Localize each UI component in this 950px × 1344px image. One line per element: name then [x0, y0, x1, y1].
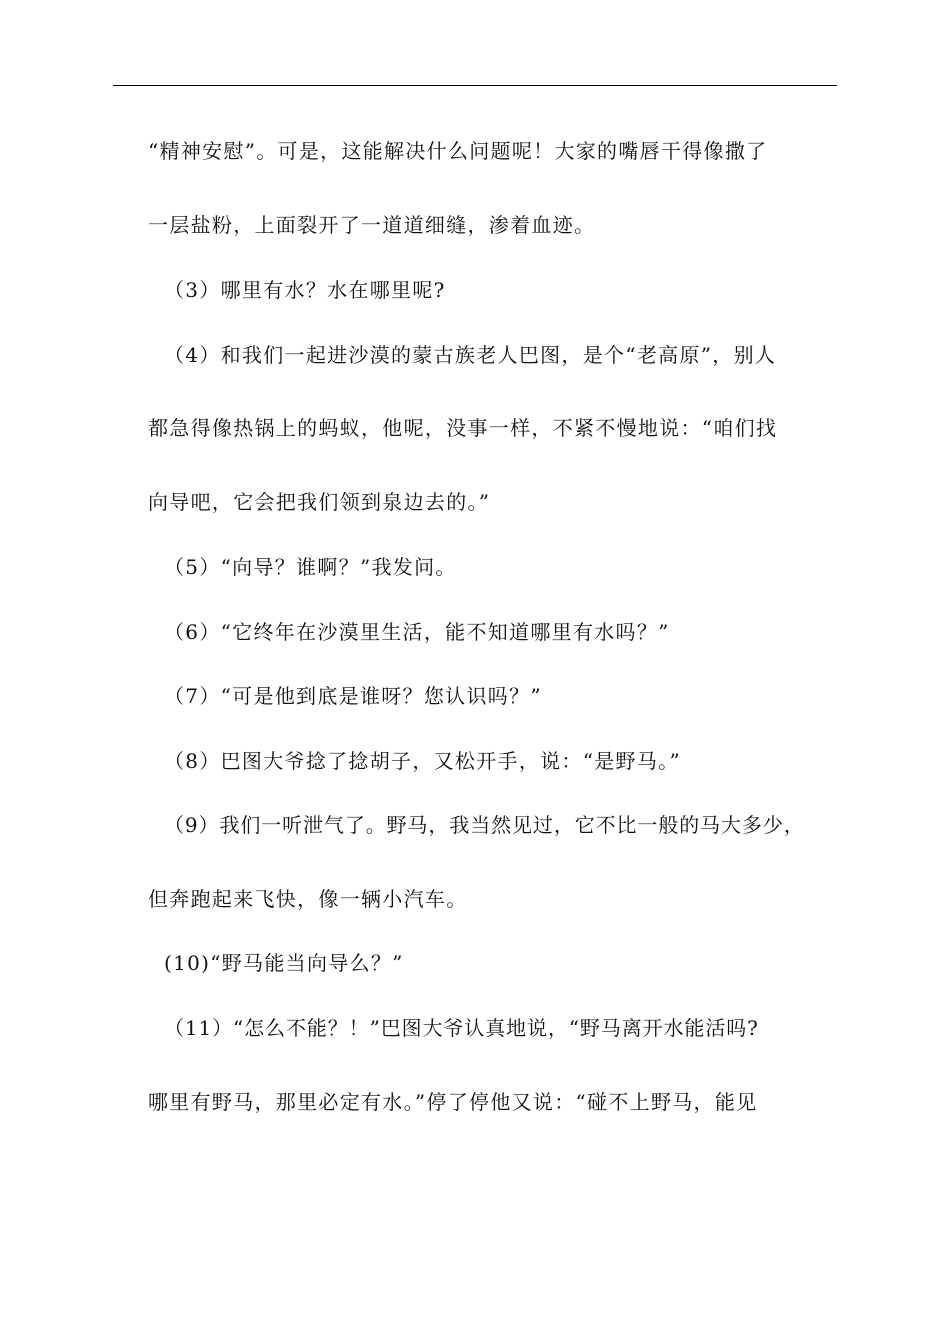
text-line: “精神安慰”。可是，这能解决什么问题呢！大家的嘴唇干得像撒了 — [148, 139, 768, 163]
text-line: 但奔跑起来飞快，像一辆小汽车。 — [148, 887, 468, 911]
paragraph-10: (10)“野马能当向导么？” — [164, 951, 404, 975]
paragraph-9: （9）我们一听泄气了。野马，我当然见过，它不比一般的马大多少， — [164, 813, 805, 837]
paragraph-4: （4）和我们一起进沙漠的蒙古族老人巴图，是个“老高原”，别人 — [164, 343, 777, 367]
text-line: 一层盐粉，上面裂开了一道道细缝，渗着血迹。 — [148, 213, 596, 237]
paragraph-7: （7）“可是他到底是谁呀？您认识吗？” — [164, 684, 542, 708]
paragraph-3: （3）哪里有水？水在哪里呢? — [164, 278, 446, 302]
header-rule — [113, 85, 837, 86]
paragraph-6: （6）“它终年在沙漠里生活，能不知道哪里有水吗？” — [164, 620, 670, 644]
text-line: 都急得像热锅上的蚂蚁，他呢，没事一样，不紧不慢地说：“咱们找 — [148, 416, 778, 440]
paragraph-5: （5）“向导？谁啊？”我发问。 — [164, 555, 457, 579]
text-line: 哪里有野马，那里必定有水。”停了停他又说：“碰不上野马，能见 — [148, 1090, 758, 1114]
paragraph-11: （11）“怎么不能？！”巴图大爷认真地说，“野马离开水能活吗? — [164, 1016, 759, 1040]
text-line: 向导吧，它会把我们领到泉边去的。” — [148, 490, 491, 514]
paragraph-8: （8）巴图大爷捻了捻胡子，又松开手，说：“是野马。” — [164, 749, 681, 773]
